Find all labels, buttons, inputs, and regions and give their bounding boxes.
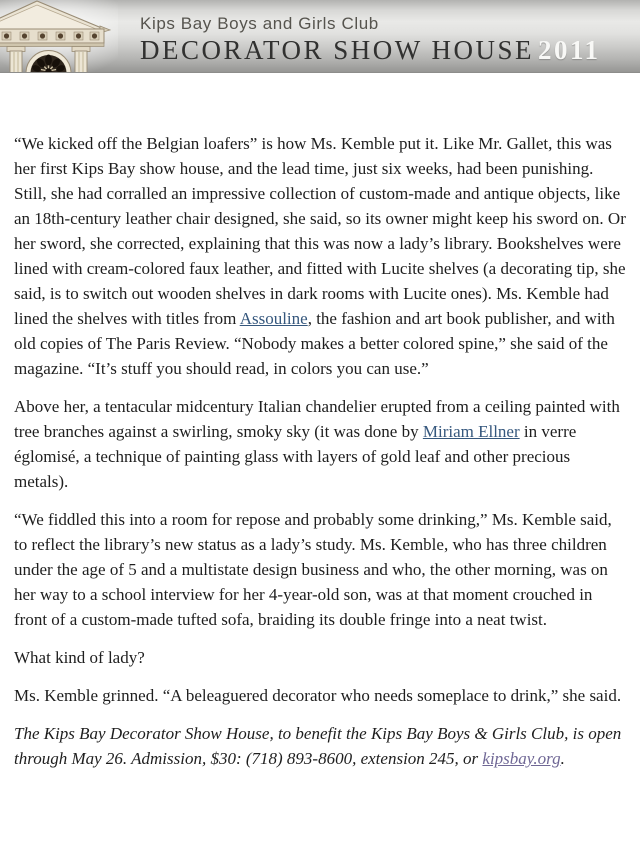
paragraph-library: [14, 131, 627, 381]
paragraph-chandelier: [14, 394, 627, 494]
paragraph-text: in verre églomisé, a technique of painting glass with layers of gold leaf and other precious metals).: [14, 422, 577, 491]
show-title-text: DECORATOR SHOW HOUSE: [140, 35, 535, 65]
paragraph-text: The Kips Bay Decorator Show House, to benefit the Kips Bay Boys & Girls Club, is open through May 26. Admission, $30: (718) 893-8600, extension 245, or: [14, 724, 622, 768]
kipsbay-org-link[interactable]: kipsbay.org: [482, 749, 561, 768]
paragraph-text: Above her, a tentacular midcentury Italian chandelier erupted from a ceiling painted with tree branches against a swirling, smoky sky (it was done by: [14, 397, 620, 441]
paragraph-text: , the fashion and art book publisher, and with old copies of The Paris Review. “Nobody makes a better colored spine,” she said of the magazine. “It’s stuff you should read, in colors you can use.”: [14, 309, 615, 378]
org-name: Kips Bay Boys and Girls Club: [140, 14, 379, 33]
assouline-link[interactable]: Assouline: [239, 309, 308, 328]
paragraph-closing-note: [14, 721, 627, 771]
paragraph-repose: “We fiddled this into a room for repose and probably some drinking,” Ms. Kemble said, to reflect the library’s new status as a lady’s study. Ms. Kemble, who has three children under the age of 5 and a multistate design business and who, the other morning, was on her way to a school interview for her 4-year-old son, was at that moment crouched in front of a custom-made tufted sofa, braiding its double fringe into a neat twist.: [14, 510, 612, 629]
show-year: 2011: [538, 35, 601, 65]
article-body: [14, 131, 627, 771]
paragraph-text: .: [560, 749, 565, 768]
paragraph-question: What kind of lady?: [14, 648, 145, 667]
paragraph-quote: Ms. Kemble grinned. “A beleaguered decorator who needs someplace to drink,” she said.: [14, 686, 622, 705]
masthead-text: [140, 14, 601, 65]
paragraph-text: “We kicked off the Belgian loafers” is how Ms. Kemble put it. Like Mr. Gallet, this was her first Kips Bay show house, and the lead time, just six weeks, had been punishing. Still, she had corralled an impressive collection of custom-made and antique objects, like an 18th-century leather chair designed, she said, so its owner might keep his sword on. Or her sword, she corrected, explaining that this was now a lady’s library. Bookshelves were lined with cream-colored faux leather, and fitted with Lucite shelves (a decorating tip, she said, is to switch out wooden shelves in dark rooms with Lucite ones). Ms. Kemble had lined the shelves with titles from: [14, 134, 626, 328]
miriam-ellner-link[interactable]: Miriam Ellner: [422, 422, 520, 441]
masthead-banner: [0, 0, 640, 73]
pediment-illustration: [0, 0, 118, 73]
show-title: [140, 35, 601, 65]
classical-pediment-drawing: [0, 0, 118, 73]
